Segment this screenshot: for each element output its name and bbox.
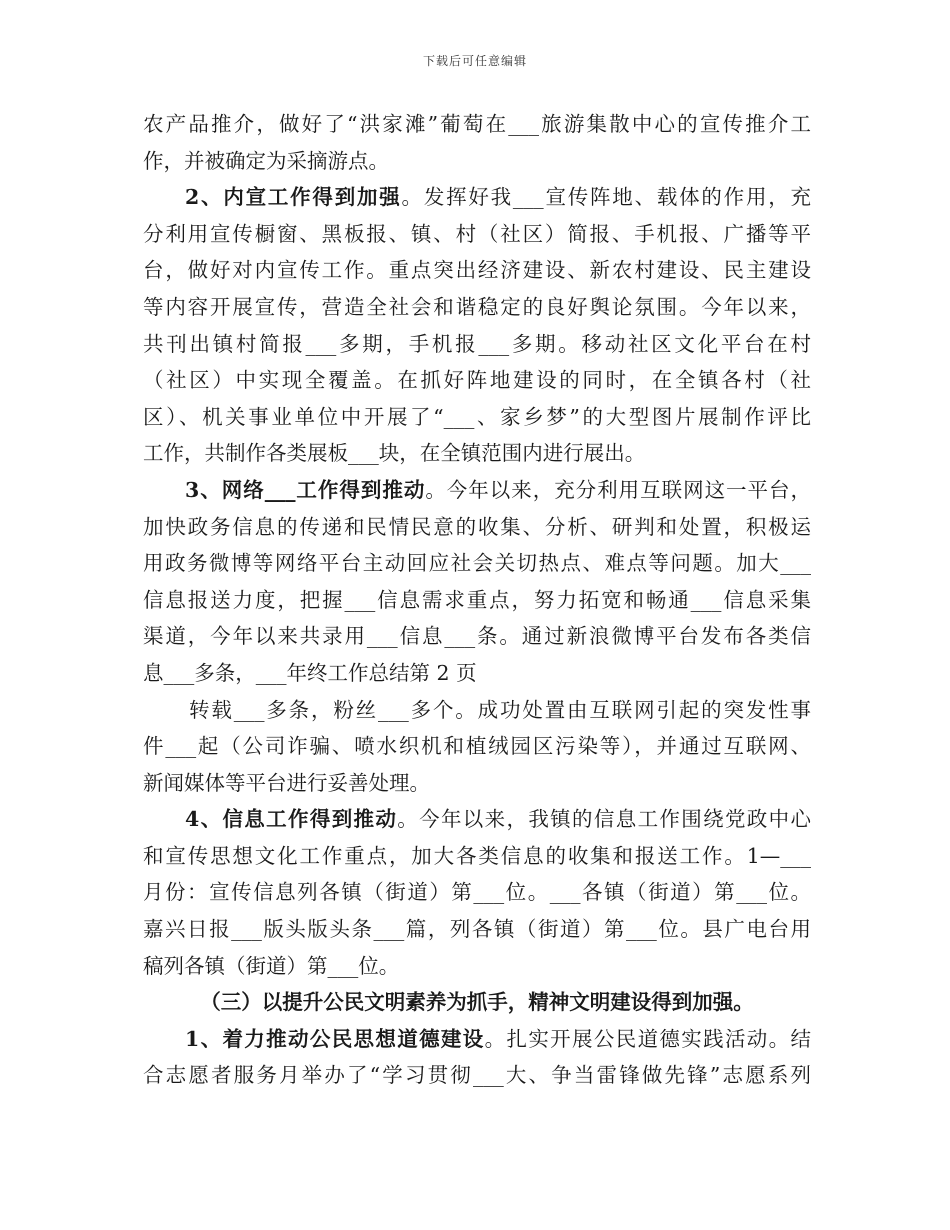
text-line: 作，并被确定为采摘游点。: [143, 148, 389, 173]
text-line: 渠道，今年以来共录用___信息___条。通过新浪微博平台发布各类信: [143, 624, 811, 649]
text-line: 区）、机关事业单位中开展了“___、家乡梦”的大型图片展制作评比: [143, 404, 811, 429]
text-line: 加快政务信息的传递和民情民意的收集、分析、研判和处置，积极运: [143, 514, 811, 539]
text-line: 分利用宣传橱窗、黑板报、镇、村（社区）简报、手机报、广播等平: [143, 221, 811, 246]
section-heading: 4、信息工作得到推动: [185, 807, 398, 832]
text-line: （社区）中实现全覆盖。在抓好阵地建设的同时，在全镇各村（社: [143, 368, 811, 393]
section-heading: 1、着力推动公民思想道德建设: [185, 1026, 485, 1051]
chapter-heading-line: [143, 984, 811, 1021]
section-heading-line: 1、着力推动公民思想道德建设。扎实开展公民道德实践活动。结: [185, 1026, 811, 1051]
text-line: 转载___多条，粉丝___多个。成功处置由互联网引起的突发性事: [189, 697, 811, 722]
text-line: 和宣传思想文化工作重点，加大各类信息的收集和报送工作。1—___: [143, 843, 811, 868]
text-line: 息___多条，___年终工作总结第 2 页: [143, 660, 477, 685]
document-body: [143, 106, 811, 1094]
section-heading: 2、内宣工作得到加强: [185, 185, 402, 210]
section-heading-line: 2、内宣工作得到加强。发挥好我___宣传阵地、载体的作用，充: [185, 185, 811, 210]
text-line: 等内容开展宣传，营造全社会和谐稳定的良好舆论氛围。今年以来，: [143, 294, 811, 319]
text-line: 共刊出镇村简报___多期，手机报___多期。移动社区文化平台在村: [143, 331, 811, 356]
section-heading: 3、网络___工作得到推动: [185, 477, 426, 502]
text-line: 台，做好对内宣传工作。重点突出经济建设、新农村建设、民主建设: [143, 258, 811, 283]
text-line: 稿列各镇（街道）第___位。: [143, 953, 400, 978]
text-line: 月份：宣传信息列各镇（街道）第___位。___各镇（街道）第___位。: [143, 880, 811, 905]
section-heading-line: 4、信息工作得到推动。今年以来，我镇的信息工作围绕党政中心: [185, 807, 811, 832]
text-line: 工作，共制作各类展板___块，在全镇范围内进行展出。: [143, 441, 646, 466]
text-line: 合志愿者服务月举办了“学习贯彻___大、争当雷锋做先锋”志愿系列: [143, 1063, 811, 1088]
text-line: 信息报送力度，把握___信息需求重点，努力拓宽和畅通___信息采集: [143, 587, 811, 612]
page-header: 下载后可任意编辑: [422, 54, 527, 68]
chapter-heading: （三）以提升公民文明素养为抓手，精神文明建设得到加强。: [200, 990, 754, 1015]
text-line: 用政务微博等网络平台主动回应社会关切热点、难点等问题。加大___: [143, 551, 811, 576]
text-line: 嘉兴日报___版头版头条___篇，列各镇（街道）第___位。县广电台用: [143, 917, 811, 942]
text-line: 农产品推介，做好了“洪家滩”葡萄在___旅游集散中心的宣传推介工: [143, 112, 811, 136]
section-heading-line: 3、网络___工作得到推动。今年以来，充分利用互联网这一平台，: [185, 477, 811, 502]
text-line: 新闻媒体等平台进行妥善处理。: [143, 770, 430, 795]
text-line: 件___起（公司诈骗、喷水织机和植绒园区污染等），并通过互联网、: [143, 734, 811, 759]
